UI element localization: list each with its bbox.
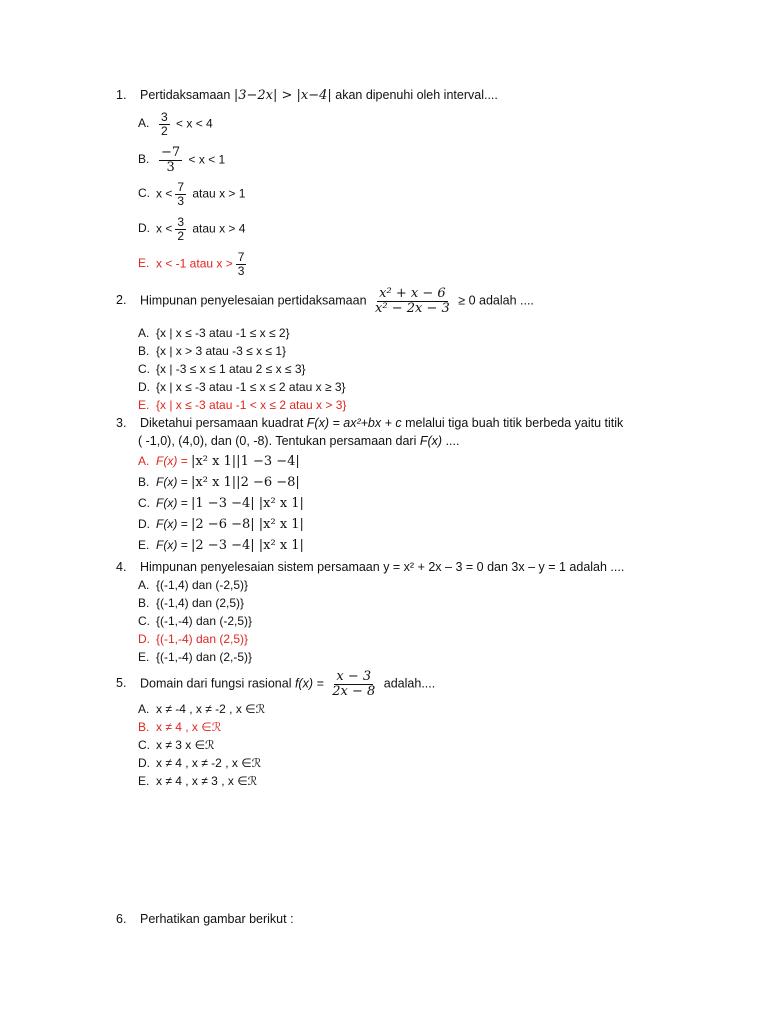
option-1c: C. x < $\frac{7}{3}$ atau x > 1 xyxy=(138,180,246,208)
fraction: $\frac{7}{3}$ xyxy=(177,180,185,208)
option-2d: D. {x | x ≤ -3 atau -1 ≤ x ≤ 2 atau x ≥ 3} xyxy=(138,380,346,394)
option-4e: E. {(-1,-4) dan (2,-5)} xyxy=(138,650,253,664)
option-3d: D. F(x) = |2 −6 −8| |x² x 1| xyxy=(138,517,304,532)
option-5b-answer: B. x ≠ 4 , x ∈ℛ xyxy=(138,720,222,734)
option-5d: D. x ≠ 4 , x ≠ -2 , x ∈ℛ xyxy=(138,756,262,770)
option-2b: B. {x | x > 3 atau -3 ≤ x ≤ 1} xyxy=(138,344,287,358)
question-5: 5. Domain dari fungsi rasional f(x) = $\frac{x - 3}{2x - 8}$ adalah.... xyxy=(116,669,436,699)
inequality-expression: |3−2x| > |x−4| xyxy=(233,88,332,103)
option-2c: C. {x | -3 ≤ x ≤ 1 atau 2 ≤ x ≤ 3} xyxy=(138,362,306,376)
option-3e: E. F(x) = |2 −3 −4| |x² x 1| xyxy=(138,538,304,553)
fraction: $\frac{\text{x² + x − 6}}{\text{x² − 2x − 3}}$ xyxy=(375,286,450,316)
question-3-line-2: ( -1,0), (4,0), dan (0, -8). Tentukan persamaan dari F(x) .... xyxy=(138,434,460,448)
question-6: 6. Perhatikan gambar berikut : xyxy=(116,912,294,926)
option-2a: A. {x | x ≤ -3 atau -1 ≤ x ≤ 2} xyxy=(138,326,290,340)
question-text-end: akan dipenuhi oleh interval.... xyxy=(335,88,498,102)
option-4b: B. {(-1,4) dan (2,5)} xyxy=(138,596,245,610)
option-3a-answer: A. F(x) = |x² x 1||1 −3 −4| xyxy=(138,454,300,469)
question-4: 4. Himpunan penyelesaian sistem persamaan y = x² + 2x – 3 = 0 dan 3x – y = 1 adalah .... xyxy=(116,560,625,574)
option-5e: E. x ≠ 4 , x ≠ 3 , x ∈ℛ xyxy=(138,774,258,788)
question-1 xyxy=(116,88,498,103)
question-number: 1. xyxy=(116,88,127,102)
option-1e-answer: E. x < -1 atau x > $\frac{7}{3}$ xyxy=(138,250,245,278)
option-5a: A. x ≠ -4 , x ≠ -2 , x ∈ℛ xyxy=(138,702,266,716)
fraction: $\frac{x - 3}{2x - 8}$ xyxy=(332,669,376,699)
fraction: $\frac{3}{2}$ xyxy=(177,215,185,243)
fraction: $\frac{7}{3}$ xyxy=(237,250,245,278)
fraction: $\frac{3}{2}$ xyxy=(161,110,168,138)
option-3b: B. F(x) = |x² x 1||2 −6 −8| xyxy=(138,475,300,490)
option-2e-answer: E. {x | x ≤ -3 atau -1 < x ≤ 2 atau x > 3} xyxy=(138,398,347,412)
question-2: 2. Himpunan penyelesaian pertidaksamaan $\frac{\text{x² + x − 6}}{\text{x² − 2x − 3}}$ ≥ 0 adalah .... xyxy=(116,286,534,316)
option-3c: C. F(x) = |1 −3 −4| |x² x 1| xyxy=(138,496,304,511)
option-5c: C. x ≠ 3 x ∈ℛ xyxy=(138,738,215,752)
option-1b: B. $\frac{-7}{3}$ < x < 1 xyxy=(138,145,226,175)
fraction: $\frac{-7}{3}$ xyxy=(161,145,181,175)
option-4c: C. {(-1,-4) dan (-2,5)} xyxy=(138,614,253,628)
question-3-line-1: 3. Diketahui persamaan kuadrat F(x) = ax²+bx + c melalui tiga buah titik berbeda yaitu titik xyxy=(116,416,624,430)
option-4d-answer: D. {(-1,-4) dan (2,5)} xyxy=(138,632,249,646)
option-4a: A. {(-1,4) dan (-2,5)} xyxy=(138,578,249,592)
question-text: Pertidaksamaan xyxy=(140,88,231,102)
option-1a: A. $\frac{3}{2}$ < x < 4 xyxy=(138,110,213,138)
option-1d: D. x < $\frac{3}{2}$ atau x > 4 xyxy=(138,215,246,243)
